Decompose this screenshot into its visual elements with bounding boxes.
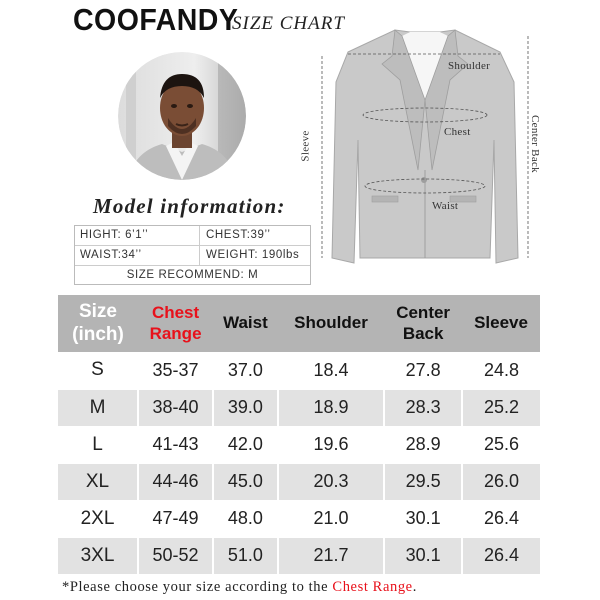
cell-waist: 45.0 bbox=[213, 463, 278, 500]
chest-label: Chest bbox=[444, 126, 471, 138]
info-divider bbox=[199, 226, 200, 266]
cell-chest-range: 47-49 bbox=[138, 500, 213, 537]
header-center-back-line1: Center bbox=[396, 303, 451, 323]
center-back-label: Center Back bbox=[528, 115, 541, 173]
cell-center-back: 27.8 bbox=[384, 352, 462, 389]
model-height: HIGHT: 6’1’’ bbox=[80, 229, 149, 241]
header-chest-range bbox=[138, 295, 213, 352]
model-info-row bbox=[75, 226, 310, 246]
cell-size: L bbox=[58, 426, 138, 463]
cell-sleeve: 26.0 bbox=[462, 463, 540, 500]
cell-shoulder: 21.0 bbox=[278, 500, 384, 537]
note-highlight: Chest Range bbox=[332, 579, 413, 595]
cell-center-back: 30.1 bbox=[384, 537, 462, 574]
cell-sleeve: 24.8 bbox=[462, 352, 540, 389]
brand-logo: COOFANDY bbox=[73, 2, 239, 37]
chest-range-note bbox=[62, 579, 417, 596]
cell-waist: 51.0 bbox=[213, 537, 278, 574]
cell-center-back: 28.3 bbox=[384, 389, 462, 426]
cell-sleeve: 26.4 bbox=[462, 500, 540, 537]
sleeve-label: Sleeve bbox=[299, 130, 312, 162]
table-row bbox=[58, 352, 540, 389]
model-info-row bbox=[75, 246, 310, 266]
cell-center-back: 28.9 bbox=[384, 426, 462, 463]
table-row bbox=[58, 537, 540, 574]
jacket-diagram bbox=[300, 20, 545, 270]
note-prefix: *Please choose your size according to the bbox=[62, 579, 333, 595]
header-chest-line1: Chest bbox=[151, 303, 200, 323]
header-size-line1: Size bbox=[78, 300, 118, 322]
size-chart-title: SIZE CHART bbox=[232, 13, 345, 34]
cell-chest-range: 41-43 bbox=[138, 426, 213, 463]
cell-center-back: 30.1 bbox=[384, 500, 462, 537]
note-suffix: . bbox=[412, 579, 417, 595]
cell-size: S bbox=[91, 359, 104, 381]
cell-waist: 37.0 bbox=[213, 352, 278, 389]
model-waist: WAIST:34’’ bbox=[80, 249, 142, 261]
cell-chest-range: 38-40 bbox=[138, 389, 213, 426]
cell-size: 3XL bbox=[58, 537, 138, 574]
cell-chest-range: 35-37 bbox=[138, 352, 213, 389]
header-center-back-line2: Back bbox=[402, 323, 444, 343]
header-waist: Waist bbox=[223, 313, 268, 333]
cell-sleeve: 26.4 bbox=[462, 537, 540, 574]
size-recommend: SIZE RECOMMEND: M bbox=[126, 269, 259, 281]
size-chart-table bbox=[58, 295, 540, 574]
cell-shoulder: 21.7 bbox=[278, 537, 384, 574]
shoulder-label: Shoulder bbox=[448, 60, 491, 72]
cell-size: M bbox=[58, 389, 138, 426]
table-header-row bbox=[58, 295, 540, 352]
cell-waist: 42.0 bbox=[213, 426, 278, 463]
cell-shoulder: 20.3 bbox=[278, 463, 384, 500]
cell-sleeve: 25.2 bbox=[462, 389, 540, 426]
model-information-title: Model information: bbox=[93, 194, 286, 218]
model-info-table bbox=[74, 225, 311, 285]
waist-label: Waist bbox=[432, 200, 459, 212]
table-row bbox=[58, 500, 540, 537]
header-sleeve: Sleeve bbox=[474, 313, 528, 333]
header-center-back bbox=[384, 295, 462, 352]
cell-shoulder: 19.6 bbox=[278, 426, 384, 463]
header-size bbox=[58, 295, 138, 352]
cell-size: XL bbox=[58, 463, 138, 500]
model-chest: CHEST:39’’ bbox=[206, 229, 271, 241]
cell-size: 2XL bbox=[58, 500, 138, 537]
header-chest-line2: Range bbox=[149, 323, 202, 343]
header-shoulder: Shoulder bbox=[294, 313, 368, 333]
table-row bbox=[58, 389, 540, 426]
header-size-line2: (inch) bbox=[72, 323, 124, 345]
table-row bbox=[58, 426, 540, 463]
cell-center-back: 29.5 bbox=[384, 463, 462, 500]
cell-waist: 39.0 bbox=[213, 389, 278, 426]
model-photo bbox=[118, 52, 246, 180]
cell-waist: 48.0 bbox=[213, 500, 278, 537]
cell-chest-range: 44-46 bbox=[138, 463, 213, 500]
model-weight: WEIGHT: 190lbs bbox=[206, 249, 300, 261]
cell-chest-range: 50-52 bbox=[138, 537, 213, 574]
cell-shoulder: 18.4 bbox=[278, 352, 384, 389]
cell-sleeve: 25.6 bbox=[462, 426, 540, 463]
cell-shoulder: 18.9 bbox=[278, 389, 384, 426]
table-row bbox=[58, 463, 540, 500]
